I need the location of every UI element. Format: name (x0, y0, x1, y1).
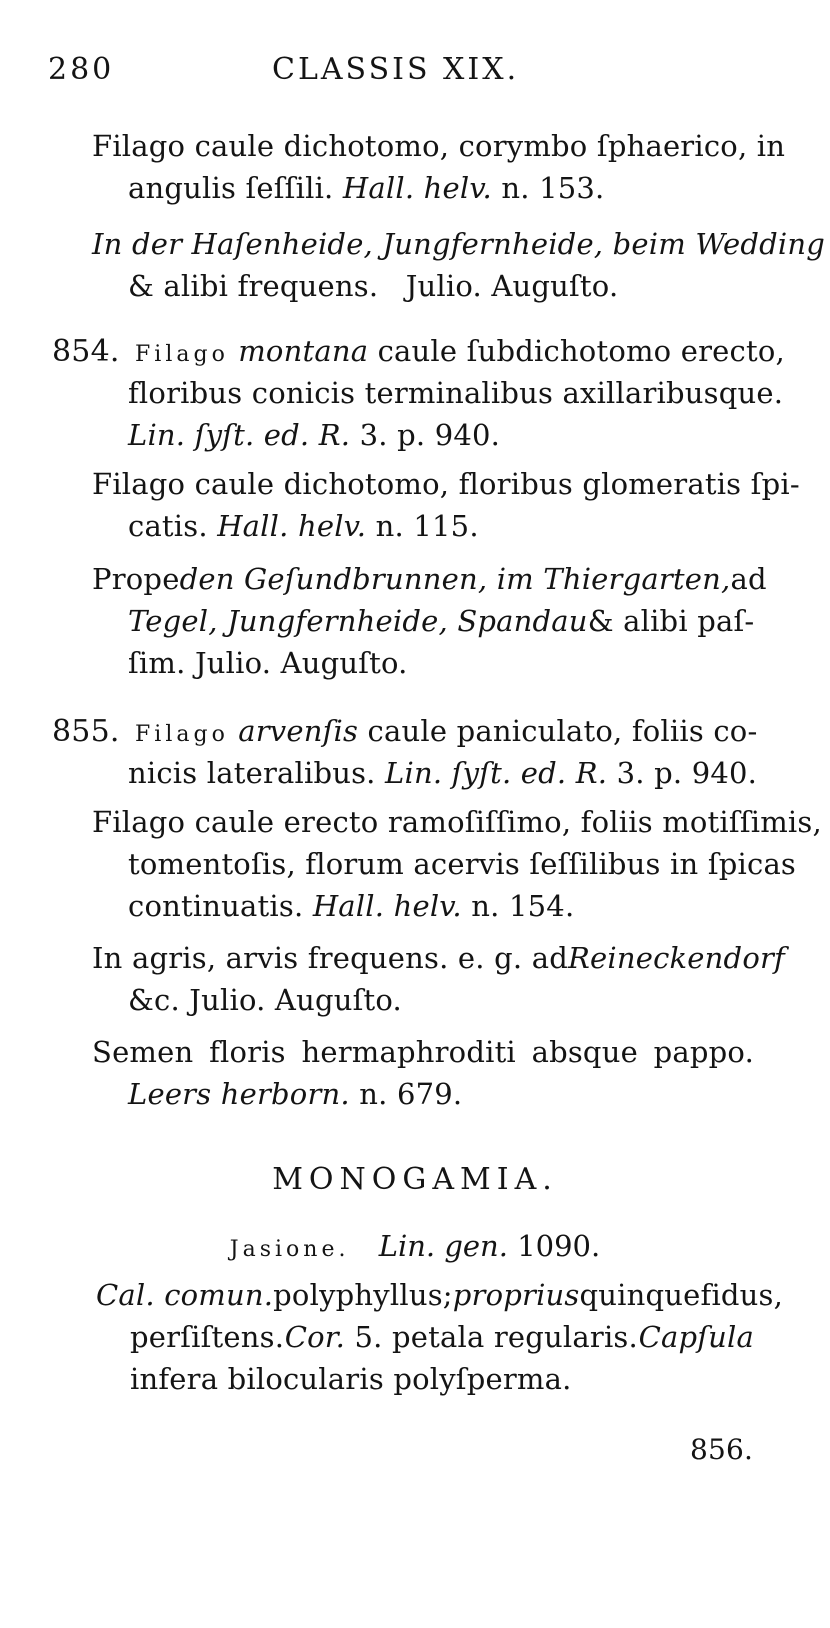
page-number: 280 (48, 52, 115, 87)
reference-number: n. 153. (501, 171, 605, 205)
diagnosis-line (128, 755, 757, 791)
reference-author: Hall. helv. (312, 889, 462, 923)
character-line: infera bilocularis polyſperma. (130, 1362, 572, 1396)
character-text: 5. petala regularis. (354, 1320, 638, 1354)
catchword: 856. (690, 1433, 754, 1466)
diagnosis-text: nicis lateralibus. (128, 756, 376, 790)
character-text: quinquefidus, (579, 1278, 784, 1312)
habitat-text: & alibi paſ- (587, 604, 755, 638)
note-line (128, 1076, 462, 1112)
species-epithet: arvenſis (238, 714, 359, 748)
diagnosis-text: caule paniculato, foliis co- (367, 714, 758, 748)
character-group (285, 1319, 638, 1355)
habitat-text: Prope (92, 562, 180, 596)
reference-page: 3. p. 940. (359, 418, 501, 452)
character-term: Capſula (638, 1320, 754, 1354)
species-heading (52, 333, 785, 373)
synonym-text: catis. (128, 509, 208, 543)
genus-heading (0, 1228, 830, 1268)
habitat-places: Tegel, Jungfernheide, Spandau (128, 604, 588, 638)
character-text: polyphyllus; (273, 1278, 453, 1312)
genus-name: Jasione. (229, 1237, 350, 1262)
genus-name: Filago (135, 342, 229, 367)
reference-number: n. 679. (359, 1077, 463, 1111)
note-line: Semen floris hermaphroditi absque pappo. (92, 1035, 754, 1069)
diagnosis-text: caule ſubdichotomo erecto, (377, 334, 785, 368)
reference-number: n. 115. (375, 509, 479, 543)
species-heading (52, 713, 756, 753)
reference-author: Lin. gen. (378, 1229, 508, 1263)
habitat-line (92, 940, 785, 976)
reference-author: Hall. helv. (342, 171, 492, 205)
habitat-text: In agris, arvis frequens. e. g. ad (92, 941, 568, 975)
reference-number: n. 154. (471, 889, 575, 923)
reference-author: Lin. ſyſt. ed. R. (128, 418, 351, 452)
habitat-line: In der Haſenheide, Jungfernheide, beim Wedding (92, 227, 826, 261)
flowering-months: Julio. Auguſto. (405, 269, 619, 303)
species-number: 854. (52, 334, 120, 369)
diagnosis-line: floribus conicis terminalibus axillaribusque. (128, 376, 784, 410)
section-title: MONOGAMIA. (272, 1162, 558, 1197)
synonym-line: Filago caule erecto ramoſiſſimo, foliis motiſſimis, (92, 805, 822, 839)
synonym-line (128, 508, 479, 544)
species-epithet: montana (238, 334, 369, 368)
synonym-line: Filago caule dichotomo, floribus glomeratis ſpi- (92, 467, 800, 501)
synonym-text: continuatis. (128, 889, 304, 923)
character-term: Cor. (284, 1320, 346, 1354)
habitat-line: ſim. Julio. Auguſto. (128, 646, 408, 680)
habitat-text: ad (730, 562, 767, 596)
habitat-line (92, 561, 767, 597)
synonym-line (128, 888, 574, 924)
running-title: CLASSIS XIX. (272, 52, 520, 87)
habitat-line: &c. Julio. Auguſto. (128, 983, 402, 1017)
habitat-line (128, 603, 754, 639)
reference-author: Hall. helv. (217, 509, 367, 543)
habitat-text: & alibi frequens. (128, 269, 379, 303)
character-line (96, 1277, 784, 1313)
reference-author: Leers herborn. (128, 1077, 350, 1111)
character-text: perſiſtens. (130, 1320, 285, 1354)
reference-author: Lin. ſyſt. ed. R. (385, 756, 608, 790)
character-term: proprius (452, 1278, 580, 1312)
synonym-line: Filago caule dichotomo, corymbo ſphaerico, in (92, 129, 786, 163)
reference-page: 3. p. 940. (616, 756, 758, 790)
synonym-line: tomentoſis, florum acervis ſeſſilibus in ſpicas (128, 847, 797, 881)
character-term: Cal. comun. (96, 1278, 274, 1312)
character-line (130, 1319, 754, 1355)
synonym-text: angulis ſeſſili. (128, 171, 334, 205)
synonym-line (128, 170, 604, 206)
habitat-places: den Geſundbrunnen, im Thiergarten, (179, 562, 731, 596)
habitat-places: Reineckendorf (567, 941, 785, 975)
species-number: 855. (52, 714, 120, 749)
reference-line (128, 417, 500, 453)
habitat-line (128, 268, 618, 304)
genus-name: Filago (135, 722, 229, 747)
reference-number: 1090. (517, 1229, 601, 1263)
